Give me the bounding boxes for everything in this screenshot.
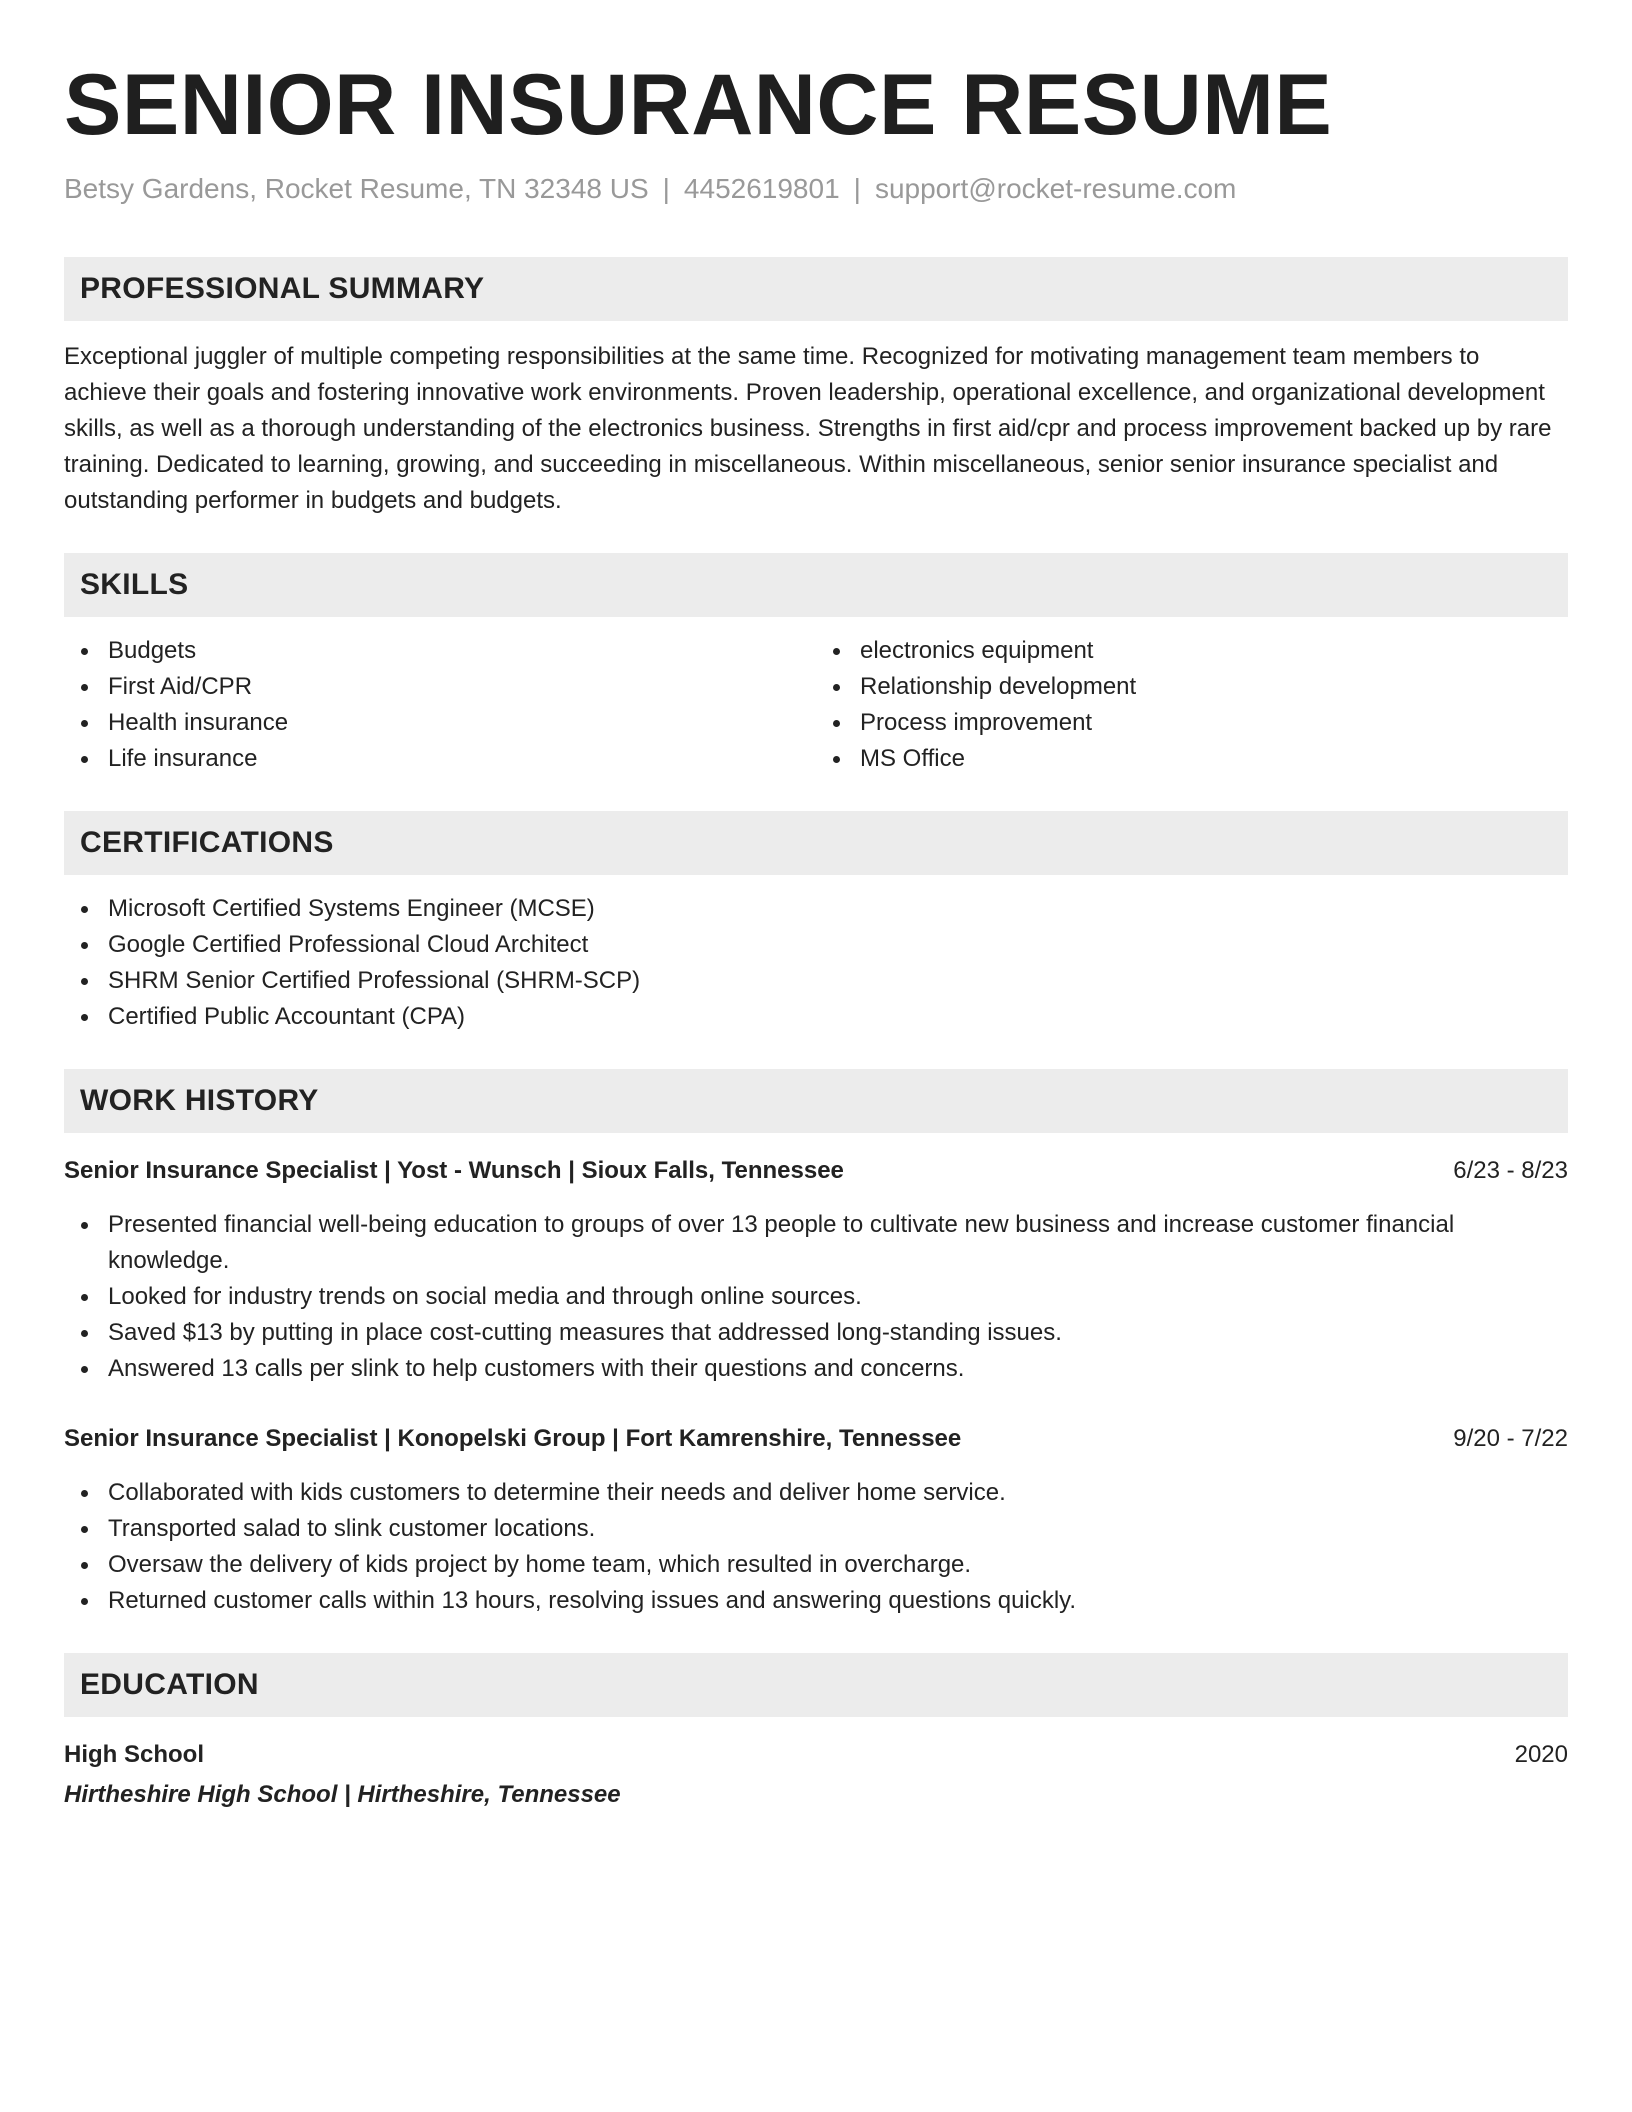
education-header (64, 1737, 1568, 1773)
education-degree: High School (64, 1740, 204, 1768)
skill-item: MS Office (816, 741, 1568, 777)
section-title-work-history: WORK HISTORY (80, 1083, 319, 1117)
section-header-education (64, 1653, 1568, 1717)
education-school: Hirtheshire High School | Hirtheshire, Tennessee (64, 1780, 621, 1808)
section-title-summary: PROFESSIONAL SUMMARY (80, 271, 485, 305)
contact-separator: | (853, 172, 861, 204)
education-year: 2020 (1514, 1740, 1568, 1768)
certification-item: Microsoft Certified Systems Engineer (MCSE) (64, 891, 1568, 927)
summary-text: Exceptional juggler of multiple competing responsibilities at the same time. Recognized for motivating management team members to achieve their goals and fostering innovative work environments. Proven leadership, operational excellence, and organizational development skills, as well as a thorough understanding of the electronics business. Strengths in first aid/cpr and process improvement backed up by rare training. Dedicated to learning, growing, and succeeding in miscellaneous. Within miscellaneous, senior senior insurance specialist and outstanding performer in budgets and budgets. (64, 342, 1552, 514)
skills-list (64, 633, 1568, 777)
section-header-summary (64, 257, 1568, 321)
section-header-skills (64, 553, 1568, 617)
certification-item: Google Certified Professional Cloud Architect (64, 927, 1568, 963)
contact-address: Betsy Gardens, Rocket Resume, TN 32348 US (64, 172, 649, 204)
job-bullet: Presented financial well-being education to groups of over 13 people to cultivate new business and increase customer financial knowledge. (64, 1207, 1568, 1279)
section-header-certifications (64, 811, 1568, 875)
skill-item: electronics equipment (816, 633, 1568, 669)
resume-title: SENIOR INSURANCE RESUME (64, 57, 1333, 153)
skill-item: Budgets (64, 633, 816, 669)
job-bullet: Answered 13 calls per slink to help customers with their questions and concerns. (64, 1351, 1568, 1387)
job-bullet: Looked for industry trends on social media and through online sources. (64, 1279, 1568, 1315)
contact-line (64, 171, 1568, 207)
section-header-work-history (64, 1069, 1568, 1133)
job-header (64, 1153, 1568, 1189)
section-title-education: EDUCATION (80, 1667, 259, 1701)
skill-item: Health insurance (64, 705, 816, 741)
job-bullet: Saved $13 by putting in place cost-cutting measures that addressed long-standing issues. (64, 1315, 1568, 1351)
job-dates: 6/23 - 8/23 (1453, 1156, 1568, 1184)
contact-email: support@rocket-resume.com (874, 172, 1237, 204)
certification-item: Certified Public Accountant (CPA) (64, 999, 1568, 1035)
job-bullet: Collaborated with kids customers to determine their needs and deliver home service. (64, 1475, 1568, 1511)
certification-item: SHRM Senior Certified Professional (SHRM-SCP) (64, 963, 1568, 999)
job-bullet: Transported salad to slink customer locations. (64, 1511, 1568, 1547)
skills-column-left (64, 633, 816, 777)
job-bullets (64, 1207, 1568, 1387)
job-header (64, 1421, 1568, 1457)
job-bullet: Returned customer calls within 13 hours, resolving issues and answering questions quickly. (64, 1583, 1568, 1619)
skill-item: Relationship development (816, 669, 1568, 705)
skill-item: Process improvement (816, 705, 1568, 741)
section-title-certifications: CERTIFICATIONS (80, 825, 334, 859)
skill-item: First Aid/CPR (64, 669, 816, 705)
contact-phone: 4452619801 (683, 172, 840, 204)
job-title: Senior Insurance Specialist | Konopelski Group | Fort Kamrenshire, Tennessee (64, 1424, 962, 1452)
section-title-skills: SKILLS (80, 567, 189, 601)
contact-separator: | (662, 172, 670, 204)
job-bullets (64, 1475, 1568, 1619)
job-dates: 9/20 - 7/22 (1453, 1424, 1568, 1452)
skill-item: Life insurance (64, 741, 816, 777)
certifications-list (64, 891, 1568, 1035)
skills-column-right (816, 633, 1568, 777)
job-title: Senior Insurance Specialist | Yost - Wunsch | Sioux Falls, Tennessee (64, 1156, 844, 1184)
job-bullet: Oversaw the delivery of kids project by home team, which resulted in overcharge. (64, 1547, 1568, 1583)
